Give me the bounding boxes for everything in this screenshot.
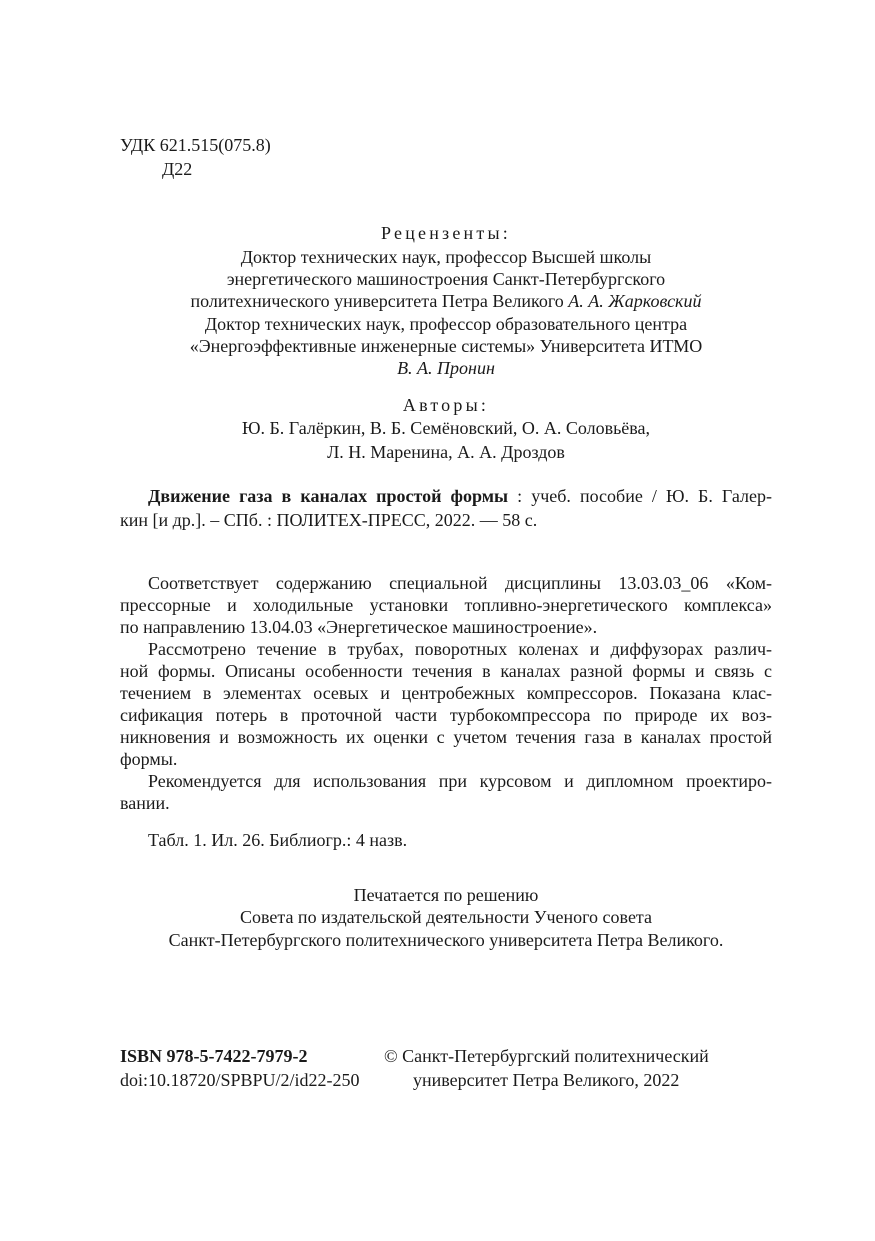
authors-heading: Авторы:	[402, 395, 490, 415]
reviewer-1-affiliation: политехнического университета Петра Великого	[190, 291, 564, 311]
abstract-p2-line-6: формы.	[120, 749, 178, 769]
citation-line-2: кин [и др.]. – СПб. : ПОЛИТЕХ-ПРЕСС, 2022. — 58 с.	[120, 510, 538, 530]
reviewer-1-name: А. А. Жарковский	[568, 291, 702, 311]
authors-line-1: Ю. Б. Галёркин, В. Б. Семёновский, О. А. Соловьёва,	[241, 418, 651, 438]
abstract-p2-line-2: ной формы. Описаны особенности течения в каналах разной формы и связь с	[120, 661, 772, 681]
abstract-p1-line-3: по направлению 13.04.03 «Энергетическое машиностроение».	[120, 617, 598, 637]
copyright-line-1: © Санкт-Петербургский политехнический	[384, 1046, 709, 1066]
reviewer-1-line-1: Доктор технических наук, профессор Высшей школы	[240, 247, 652, 267]
approval-line-3: Санкт-Петербургского политехнического университета Петра Великого.	[168, 930, 724, 950]
abstract-p2-line-3: течением в элементах осевых и центробежных компрессоров. Показана клас-	[120, 683, 772, 703]
bbk-code: Д22	[162, 159, 193, 179]
abstract-p2-line-4: сификация потерь в проточной части турбокомпрессора по природе их воз-	[120, 705, 772, 725]
reviewer-2-line-1: Доктор технических наук, профессор образовательного центра	[204, 314, 688, 334]
bibliographic-stats: Табл. 1. Ил. 26. Библиогр.: 4 назв.	[148, 830, 408, 850]
abstract-p3-line-1: Рекомендуется для использования при курсовом и дипломном проектиро-	[148, 771, 772, 791]
citation-line-1: Движение газа в каналах простой формы : учеб. пособие / Ю. Б. Галер-	[148, 486, 772, 506]
reviewers-heading: Рецензенты:	[381, 223, 511, 243]
reviewer-2-name: В. А. Пронин	[397, 358, 495, 378]
doi: doi:10.18720/SPBPU/2/id22-250	[120, 1070, 360, 1090]
approval-line-2: Совета по издательской деятельности Ученого совета	[239, 907, 653, 927]
abstract-p1-line-2: прессорные и холодильные установки топливно-энергетического комплекса»	[120, 595, 772, 615]
reviewer-1-line-3	[120, 290, 772, 312]
reviewer-2-line-2: «Энергоэффективные инженерные системы» Университета ИТМО	[189, 336, 703, 356]
udk-code: УДК 621.515(075.8)	[120, 135, 271, 155]
abstract-p1-line-1: Соответствует содержанию специальной дисциплины 13.03.03_06 «Ком-	[148, 573, 772, 593]
copyright-line-2: университет Петра Великого, 2022	[413, 1070, 680, 1090]
approval-line-1: Печатается по решению	[353, 885, 539, 905]
isbn: ISBN 978-5-7422-7979-2	[120, 1046, 308, 1066]
reviewer-1-line-2: энергетического машиностроения Санкт-Петербургского	[226, 269, 666, 289]
abstract-p2-line-5: никновения и возможность их оценки с учетом течения газа в каналах простой	[120, 727, 772, 747]
authors-line-2: Л. Н. Маренина, А. А. Дроздов	[327, 442, 565, 462]
abstract-p2-line-1: Рассмотрено течение в трубах, поворотных коленах и диффузорах различ-	[148, 639, 772, 659]
book-title: Движение газа в каналах простой формы	[148, 486, 509, 506]
abstract-p3-line-2: вании.	[120, 793, 170, 813]
